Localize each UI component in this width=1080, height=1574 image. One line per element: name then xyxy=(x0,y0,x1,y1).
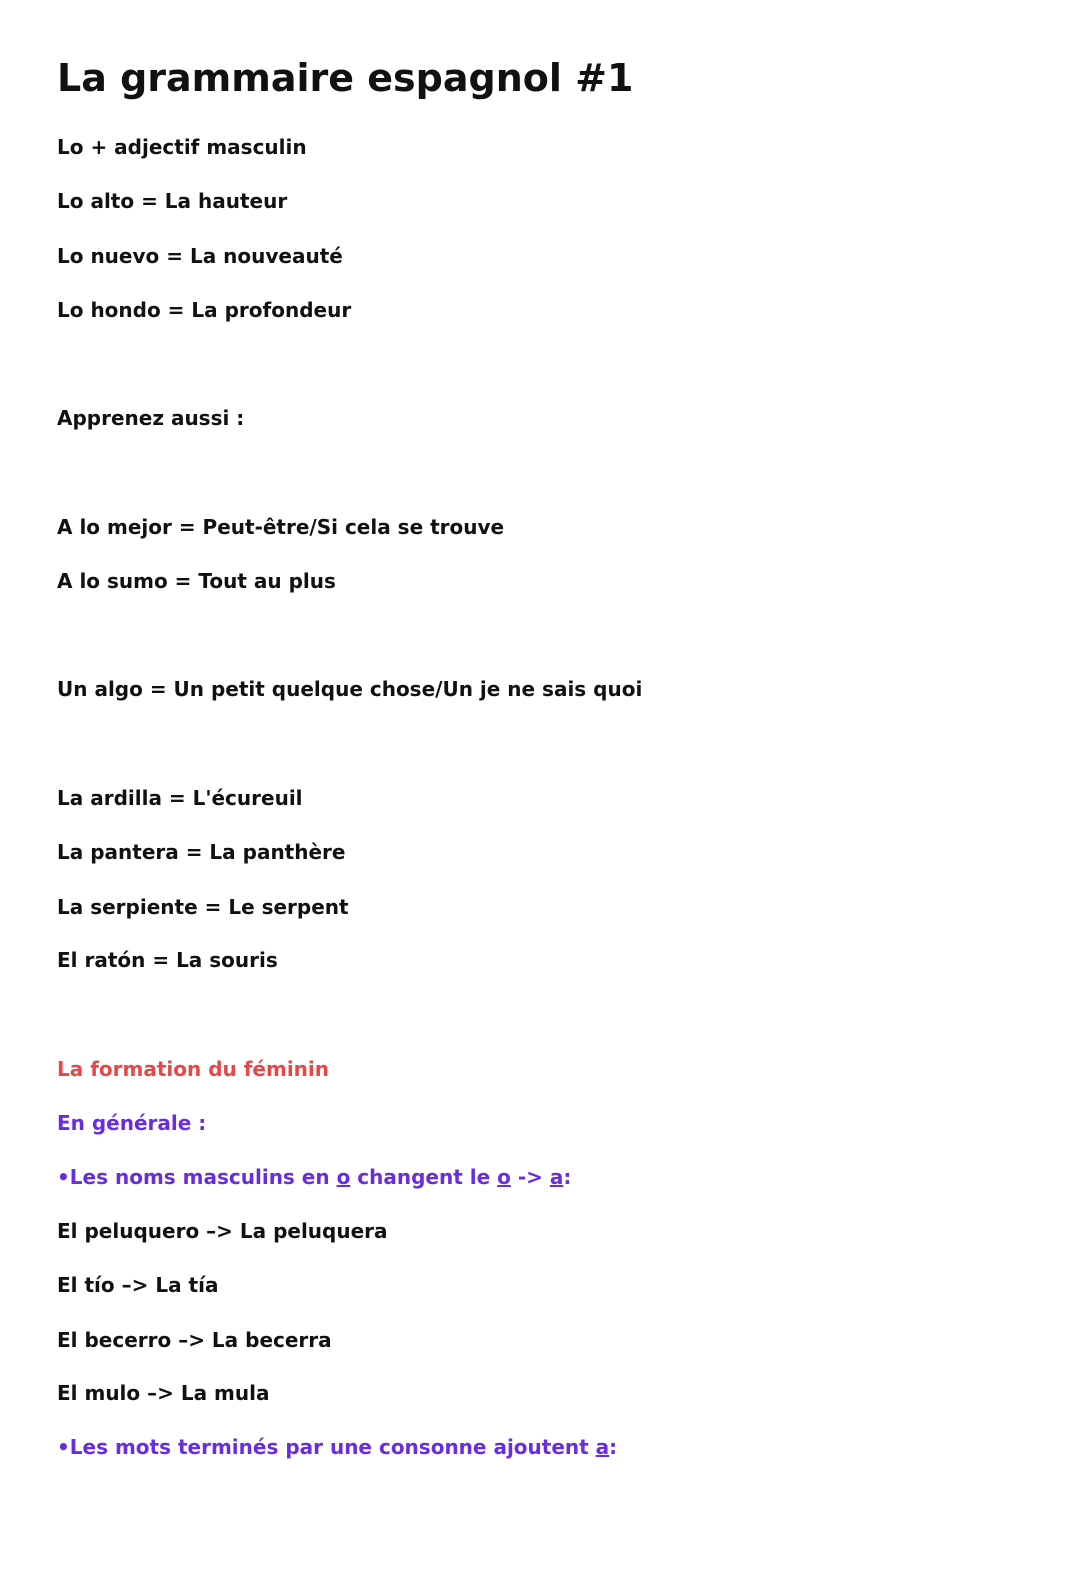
example-line: El peluquero –> La peluquera xyxy=(57,1219,388,1243)
vocab-line: La serpiente = Le serpent xyxy=(57,895,349,919)
rule-line: Lo + adjectif masculin xyxy=(57,135,307,159)
example-line: El becerro –> La becerra xyxy=(57,1328,332,1352)
underlined-letter: a xyxy=(549,1165,564,1189)
section-heading: La formation du féminin xyxy=(57,1057,330,1081)
underlined-letter: o xyxy=(497,1165,511,1189)
example-line: A lo mejor = Peut-être/Si cela se trouve xyxy=(57,515,505,539)
example-line: El tío –> La tía xyxy=(57,1273,219,1297)
page-title: La grammaire espagnol #1 xyxy=(57,56,634,100)
underlined-letter: o xyxy=(336,1165,351,1189)
underlined-letter: a xyxy=(595,1435,610,1459)
example-line: A lo sumo = Tout au plus xyxy=(57,569,336,593)
rule-text: changent le xyxy=(350,1165,498,1189)
rule-bullet xyxy=(57,1165,571,1189)
rule-text: : xyxy=(563,1165,572,1189)
rule-text: -> xyxy=(510,1165,550,1189)
example-line: Un algo = Un petit quelque chose/Un je ne sais quoi xyxy=(57,677,643,701)
example-line: Lo alto = La hauteur xyxy=(57,189,288,213)
example-line: Lo nuevo = La nouveauté xyxy=(57,244,343,268)
rule-text: •Les mots terminés par une consonne ajoutent xyxy=(57,1435,596,1459)
vocab-line: La pantera = La panthère xyxy=(57,840,346,864)
example-line: El mulo –> La mula xyxy=(57,1381,270,1405)
example-line: Lo hondo = La profondeur xyxy=(57,298,352,322)
rule-bullet xyxy=(57,1435,617,1459)
vocab-line: La ardilla = L'écureuil xyxy=(57,786,303,810)
section-label: Apprenez aussi : xyxy=(57,406,245,430)
subsection-heading: En générale : xyxy=(57,1111,207,1135)
vocab-line: El ratón = La souris xyxy=(57,948,278,972)
rule-text: •Les noms masculins en xyxy=(57,1165,337,1189)
rule-text: : xyxy=(609,1435,618,1459)
